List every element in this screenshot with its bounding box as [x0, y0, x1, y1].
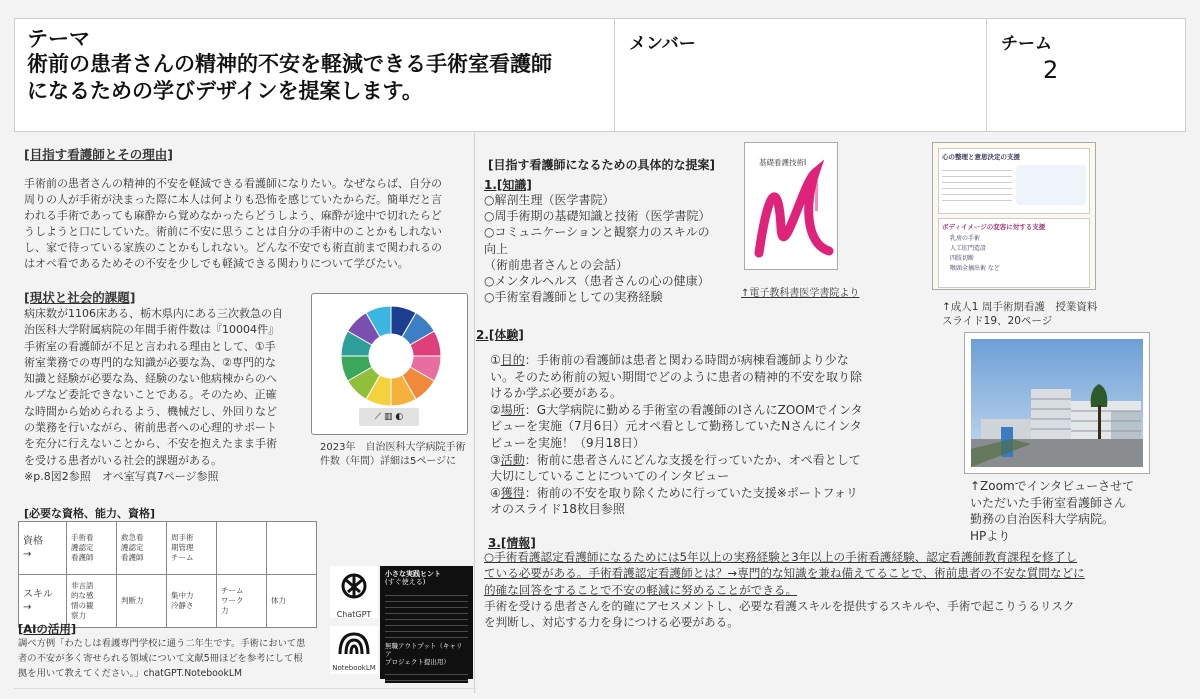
activity-line: [490, 452, 900, 469]
purpose-text: けるか学ぶ必要がある。: [490, 386, 623, 401]
purpose-text: ：手術前の看護師は患者と関わる時間が病棟看護師より少な: [524, 353, 849, 367]
donut-caption-line: 2023年 自治医科大学病院手術: [320, 442, 466, 453]
gain-label: 獲得: [500, 485, 525, 500]
table-cell: [267, 522, 317, 575]
panel-footer-sub: プロジェクト提出用）: [385, 658, 450, 666]
proposal-heading: [目指す看護師になるための具体的な提案]: [488, 158, 715, 172]
experience-heading: 2.[体験]: [476, 328, 524, 342]
member-cell: [615, 19, 987, 131]
current-line: を受ける患者がいる社会的課題がある。: [24, 453, 222, 467]
panel-subtitle: (すぐ使える): [385, 578, 426, 586]
activity-text: 大切にしていることについてのインタビュー: [490, 469, 730, 484]
member-label: メンバー: [629, 34, 696, 54]
place-line: [490, 402, 900, 419]
slide-1-title: 心の整理と意思決定の支援: [942, 153, 1020, 161]
photo-caption-line: ↑Zoomでインタビューさせて: [970, 479, 1135, 493]
book-swoosh-icon: [745, 143, 839, 271]
donut-caption: [320, 441, 465, 469]
photo-caption-line: HPより: [970, 528, 1011, 543]
book-caption: ↑電子教科書医学書院より: [741, 288, 860, 299]
donut-caption-line: 件数（年間）詳細は5ページに: [320, 456, 457, 467]
panel-footer-lines: [385, 669, 468, 683]
gain-text: ：術前の不安を取り除くために行っていた支援※ポートフォリ: [524, 485, 858, 500]
qualifications-table: [18, 521, 317, 628]
info-heading: 3.[情報]: [488, 536, 536, 550]
donut-toolbar: ⟋ ▥ ◐: [359, 408, 419, 426]
hospital-photo: [964, 332, 1150, 474]
ai-line: 調べ方例「わたしは看護専門学校に通う二年生です。手術において患: [18, 638, 306, 649]
purpose-line: [490, 352, 900, 369]
team-label: チーム: [1001, 34, 1052, 54]
table-row: [19, 575, 317, 628]
goal-line: し、家で待っている家族のことかもしれない。どんな不安でも術直前まで関われるの: [24, 241, 442, 254]
info-line: 手術を受ける患者さんを的確にアセスメントし、必要な看護スキルを提供するスキルや、手術で起こりうるリスク: [484, 598, 1075, 613]
list-item: ○周手術期の基礎知識と技術（医学書院）: [484, 209, 711, 224]
bottom-divider: [14, 688, 476, 689]
team-number: 2: [1043, 56, 1059, 84]
list-item: ○手術室看護師としての実務経験: [484, 290, 663, 305]
theme-cell: [15, 19, 615, 131]
info-underlined-line: 的確な回答をすることで不安の軽減に努めることができる。: [484, 582, 798, 597]
panel-footer-title: 無職アウトプット（キャリア: [385, 642, 463, 658]
slides-caption-line: スライド19、20ページ: [942, 315, 1053, 327]
slide-2-title: ボディイメージの変容に対する支援: [942, 223, 1046, 231]
table-cell: 周手術 期管理 チーム: [167, 522, 217, 575]
goal-heading: [目指す看護師とその理由]: [24, 147, 173, 162]
info-text: [484, 549, 1184, 630]
current-line: な時間から始められるよう、機械だし、外回りなど: [24, 404, 277, 418]
current-text: [24, 306, 314, 485]
gain-line: [490, 485, 900, 502]
surgery-count-donut-image: [311, 293, 468, 435]
info-underlined-line: ている必要がある。手術看護認定看護師とは？→専門的な知識を兼ね備えてることで、術前患者の不安な質問などに: [484, 566, 1085, 581]
current-line: 手術室の看護師が不足と言われる理由として、①手: [24, 339, 276, 353]
goal-line: われる手術であっても麻酔から覚めなかったらどうしよう、麻酔が途中で切れたらど: [24, 209, 442, 222]
slide-2-list: [942, 234, 1086, 274]
activity-label: 活動: [500, 452, 525, 467]
hospital-building-icon: [971, 339, 1143, 467]
chatgpt-logo: [330, 566, 378, 618]
activity-text: ：術前に患者さんにどんな支援を行っていたか、オペ看として: [524, 452, 861, 467]
table-cell: 集中力 冷静さ: [167, 575, 217, 628]
table-cell: 手術看 護認定 看護師: [67, 522, 117, 575]
panel-title: 小さな実践ヒント: [385, 570, 441, 578]
knowledge-list: [484, 192, 734, 305]
lecture-slides-image: [932, 142, 1096, 290]
slide-1-text-lines: [942, 165, 1012, 205]
notebooklm-label: NotebookLM: [332, 664, 376, 672]
gain-text: オのスライド18枚目参照: [490, 502, 625, 517]
list-item: 向上: [484, 241, 509, 256]
theme-label: テーマ: [27, 27, 90, 51]
slide-1-illustration: [1016, 165, 1086, 205]
info-line: を判断し、対応する力を身につける必要がある。: [484, 615, 739, 630]
slide-2-item: 人工肛門造設: [950, 245, 987, 252]
goal-line: 周りの人が手術が決まった際に本人は何よりも恐怖を感じていたからだ。簡単だと言: [24, 193, 442, 206]
current-line: の業務を行いながら、術前患者への心理的サポート: [24, 421, 277, 435]
knowledge-heading: 1.[知識]: [484, 178, 532, 192]
table-cell: スキル →: [19, 575, 67, 628]
slide-2: [938, 218, 1090, 288]
ai-line: 者の不安が多く寄せられる領域について文献5冊ほどを参考にして根: [18, 653, 303, 664]
goal-text: [24, 176, 468, 272]
panel-text-lines: [385, 590, 468, 638]
slide-2-item: 四肢切断: [950, 255, 975, 262]
header: [14, 18, 1186, 132]
list-item: （術前患者さんとの会話）: [484, 257, 629, 272]
purpose-text: い。そのため術前の短い期間でどのように患者の精神的不安を取り除: [490, 369, 863, 384]
place-text: ビューを実施！（9月18日）: [490, 435, 645, 450]
notebooklm-logo: [330, 626, 378, 674]
current-line: を充分に行えないことから、不安を抱えたまま手術: [24, 437, 277, 451]
goal-line: うしようと口にしていた。術前に不安に思うことは自分の手術中のことかもしれない: [24, 225, 442, 238]
theme-title-line1: 術前の患者さんの精神的不安を軽減できる手術室看護師: [27, 52, 552, 76]
slide-2-item: 乳房の手術: [950, 235, 981, 242]
purpose-label: 目的: [500, 353, 525, 367]
ai-text: [18, 636, 330, 681]
goal-line: 手術前の患者さんの精神的不安を軽減できる看護師になりたい。なぜならば、自分の: [24, 177, 442, 190]
current-heading: [現状と社会的課題]: [24, 290, 136, 305]
slide-2-item: 喉頭全摘出術 など: [950, 265, 1000, 272]
photo-caption-line: いただいた手術室看護師さん: [970, 495, 1127, 510]
ai-heading: [AIの活用]: [18, 622, 77, 636]
textbook-cover-image: [744, 142, 838, 270]
goal-line: はオペ看であるためその不安を少しでも軽減できる関わりについて学びたい。: [24, 257, 409, 270]
list-item: ○コミュニケーションと観察力のスキルの: [484, 225, 710, 240]
current-line: ルプなど委託できないことである。そのため、正確: [24, 388, 277, 402]
qualifications-heading: [必要な資格、能力、資格]: [24, 507, 156, 520]
marker: ②: [490, 402, 501, 417]
table-cell: 非言語 的な感 情の観 察力: [67, 575, 117, 628]
donut-graphic: [339, 304, 443, 408]
experience-text: [490, 352, 900, 518]
table-row: [19, 522, 317, 575]
list-item: ○メンタルヘルス（患者さんの心の健康）: [484, 274, 710, 289]
marker: ④: [490, 485, 501, 500]
chatgpt-label: ChatGPT: [336, 610, 372, 619]
theme-title-line2: になるための学びデザインを提案します。: [27, 79, 423, 103]
chatgpt-icon: [330, 566, 378, 606]
column-divider: [474, 133, 475, 693]
current-line: 術室業務での専門的な知識が必要な為、②専門的な: [24, 355, 276, 369]
photo-caption-line: 勤務の自治医科大学病院。: [970, 512, 1115, 526]
current-line: 病床数が1106床ある、栃木県内にある三次救急の自: [24, 307, 283, 320]
ai-output-panel: [380, 566, 473, 679]
info-underlined-line: ○手術看護認定看護師になるためには5年以上の実務経験と3年以上の手術看護経験、認定看護師教育課程を修了し: [484, 550, 1077, 564]
table-cell: 判断力: [117, 575, 167, 628]
hospital-photo-caption: [970, 478, 1134, 544]
table-cell: 救急看 護認定 看護師: [117, 522, 167, 575]
slides-caption-line: ↑成人1 周手術期看護 授業資料: [942, 301, 1098, 313]
current-line: ※p.8図2参照 オペ室写真7ページ参照: [24, 469, 219, 483]
ai-line: 拠を用いて教えてください。」chatGPT.NotebookLM: [18, 668, 243, 679]
list-item: ○解剖生理（医学書院）: [484, 193, 615, 207]
current-line: 知識と経験が必要な為、経験のない他病棟からのへ: [24, 372, 277, 386]
place-label: 場所: [500, 402, 525, 417]
marker: ①: [490, 353, 501, 367]
slide-1-body: [942, 165, 1086, 205]
place-text: ：G大学病院に勤める手術室の看護師のIさんにZOOMでインタ: [524, 402, 863, 417]
team-cell: [987, 19, 1185, 131]
slides-caption: [942, 300, 1097, 328]
table-cell: 体力: [267, 575, 317, 628]
place-text: ビューを実施（7月6日）元オペ看として勤務していたNさんにインタ: [490, 419, 862, 434]
slide-1: [938, 148, 1090, 214]
current-line: 治医科大学附属病院の年間手術件数は『10004件』: [24, 323, 279, 337]
table-cell: 資格 →: [19, 522, 67, 575]
table-cell: [217, 522, 267, 575]
book-title: 基礎看護技術Ⅰ: [759, 158, 807, 167]
notebooklm-icon: [330, 626, 378, 660]
marker: ③: [490, 452, 501, 467]
table-cell: チーム ワーク 力: [217, 575, 267, 628]
